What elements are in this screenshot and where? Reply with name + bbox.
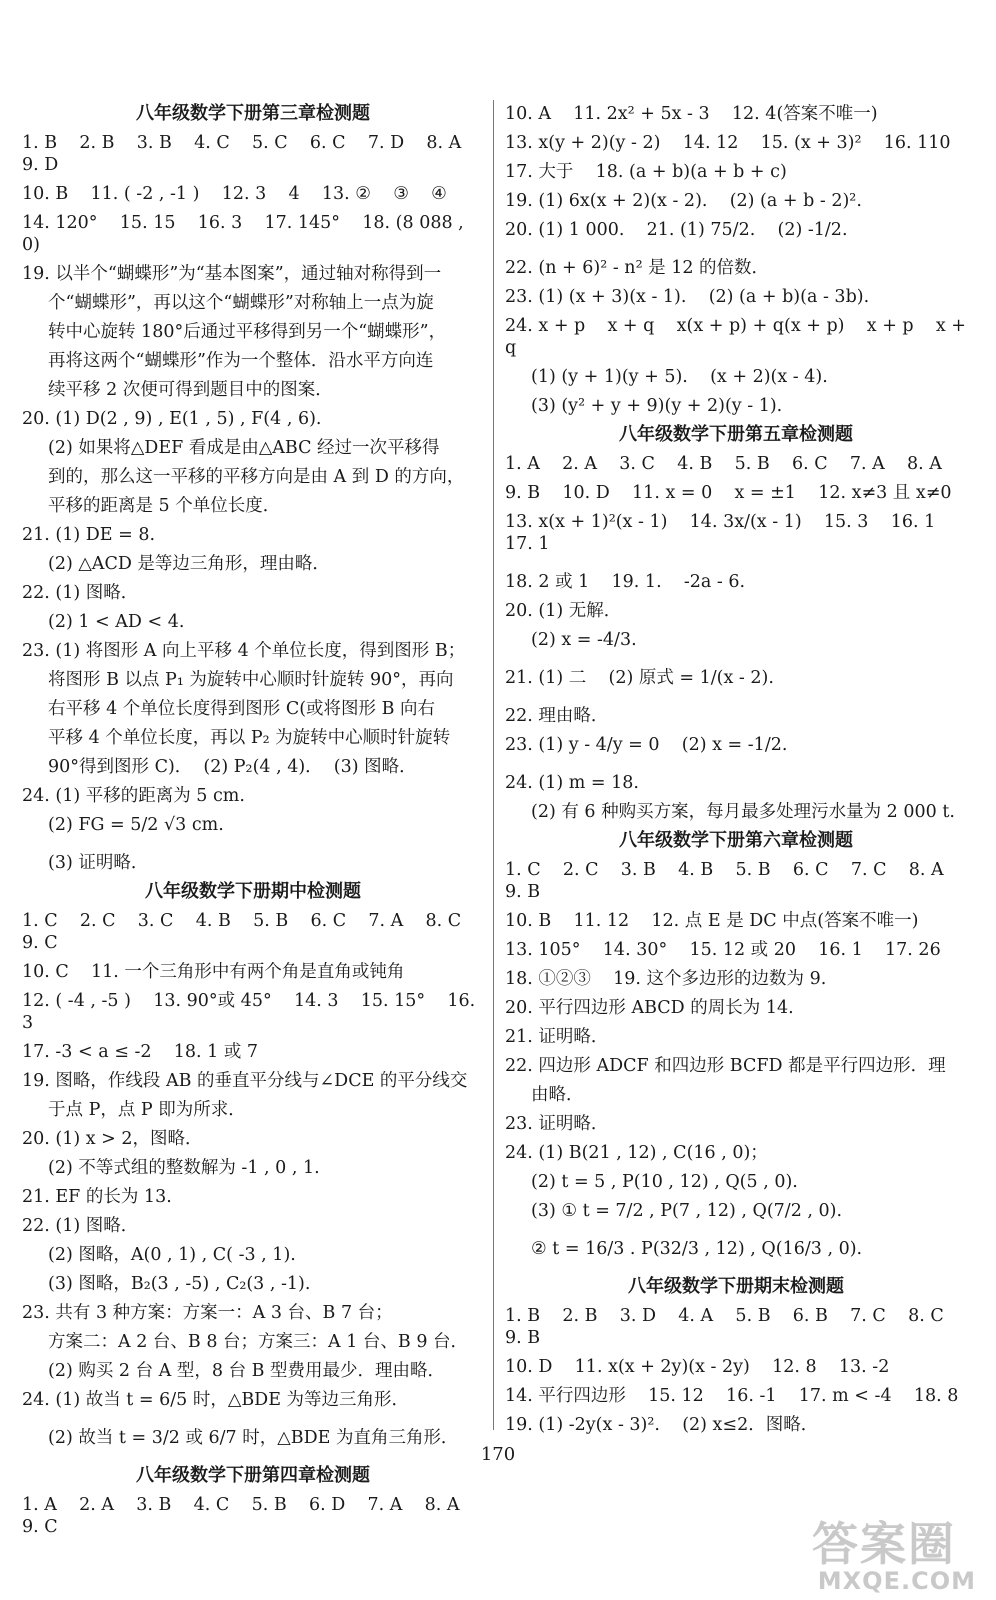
answer-line: 18. 2 或 1 19. 1. -2a - 6. [505, 572, 746, 592]
answer-line: 到的，那么这一平移的平移方向是由 A 到 D 的方向， [48, 467, 465, 487]
answer-line: 22. (n + 6)² - n² 是 12 的倍数． [505, 258, 770, 278]
answer-line: (2) 1 < AD < 4. [48, 612, 185, 632]
section-heading: 八年级数学下册期末检测题 [628, 1276, 844, 1297]
answer-line: 24. (1) 平移的距离为 5 cm. [22, 786, 245, 806]
answer-line: 23. (1) 将图形 A 向上平移 4 个单位长度，得到图形 B； [22, 641, 466, 661]
answer-line: 22. 理由略． [505, 706, 609, 726]
answer-line: 9. B 10. D 11. x = 0 x = ±1 12. x≠3 且 x≠0 [505, 483, 952, 503]
answer-line: 14. 平行四边形 15. 12 16. -1 17. m < -4 18. 8 [505, 1386, 959, 1406]
watermark-top: 答案圈 [812, 1517, 956, 1571]
answer-line: 平移 4 个单位长度，再以 P₂ 为旋转中心顺时针旋转 [48, 728, 451, 748]
section-heading: 八年级数学下册第三章检测题 [136, 103, 370, 124]
watermark-logo [812, 1517, 982, 1595]
answer-line: (3) 图略，B₂(3 , -5) , C₂(3 , -1). [48, 1274, 311, 1294]
answer-line: 10. A 11. 2x² + 5x - 3 12. 4(答案不唯一) [505, 104, 878, 124]
answer-line: 1. A 2. A 3. C 4. B 5. B 6. C 7. A 8. A [505, 454, 942, 474]
answer-line: 20. (1) D(2 , 9) , E(1 , 5) , F(4 , 6). [22, 409, 322, 429]
answer-line: 平移的距离是 5 个单位长度． [48, 496, 281, 516]
answer-line: (2) 不等式组的整数解为 -1 , 0 , 1. [48, 1158, 320, 1178]
answer-line: 13. 105° 14. 30° 15. 12 或 20 16. 1 17. 26 [505, 940, 941, 960]
answer-line: 17. 大于 18. (a + b)(a + b + c) [505, 162, 787, 182]
answer-line: ② t = 16/3 . P(32/3 , 12) , Q(16/3 , 0). [531, 1239, 863, 1259]
answer-line: (3) 证明略． [48, 853, 149, 873]
answer-line: 19. (1) -2y(x - 3)². (2) x≤2．图略． [505, 1415, 819, 1435]
answer-line: 19. 图略，作线段 AB 的垂直平分线与∠DCE 的平分线交 [22, 1071, 468, 1091]
answer-line: 于点 P，点 P 即为所求． [48, 1100, 246, 1120]
answer-line: (2) 购买 2 台 A 型，8 台 B 型费用最少．理由略． [48, 1361, 446, 1381]
answer-line: 24. (1) m = 18. [505, 773, 639, 793]
answer-line: 21. (1) DE = 8. [22, 525, 156, 545]
answer-line: (2) 图略，A(0 , 1) , C( -3 , 1). [48, 1245, 296, 1265]
answer-line: 21. 证明略． [505, 1027, 609, 1047]
answer-line: 1. B 2. B 3. B 4. C 5. C 6. C 7. D 8. A 9. D [22, 133, 484, 175]
answer-line: 右平移 4 个单位长度得到图形 C(或将图形 B 向右 [48, 699, 436, 719]
answer-line: 将图形 B 以点 P₁ 为旋转中心顺时针旋转 90°，再向 [48, 670, 454, 690]
answer-line: 23. (1) y - 4/y = 0 (2) x = -1/2. [505, 735, 788, 755]
answer-line: 10. B 11. 12 12. 点 E 是 DC 中点(答案不唯一) [505, 911, 919, 931]
answer-line: 再将这两个“蝴蝶形”作为一个整体．沿水平方向连 [48, 351, 434, 371]
answer-line: 12. ( -4 , -5 ) 13. 90°或 45° 14. 3 15. 15° 16. 3 [22, 991, 481, 1033]
answer-line: 转中心旋转 180°后通过平移得到另一个“蝴蝶形”， [48, 322, 447, 342]
answer-line: 17. -3 < a ≤ -2 18. 1 或 7 [22, 1042, 259, 1062]
answer-line: (2) FG = 5/2 √3 cm. [48, 815, 224, 835]
answer-line: 22. (1) 图略． [22, 1216, 139, 1236]
answer-line: 个“蝴蝶形”，再以这个“蝴蝶形”对称轴上一点为旋 [48, 293, 434, 313]
answer-line: 21. (1) 二 (2) 原式 = 1/(x - 2). [505, 668, 774, 688]
section-heading: 八年级数学下册第四章检测题 [136, 1465, 370, 1486]
answer-line: (2) 如果将△DEF 看成是由△ABC 经过一次平移得 [48, 438, 440, 458]
answer-line: (3) ① t = 7/2 , P(7 , 12) , Q(7/2 , 0). [531, 1201, 843, 1221]
answer-line: 1. A 2. A 3. B 4. C 5. B 6. D 7. A 8. A 9. C [22, 1495, 482, 1537]
answer-line: (2) △ACD 是等边三角形，理由略． [48, 554, 330, 574]
column-divider [493, 100, 494, 1430]
section-heading: 八年级数学下册第六章检测题 [619, 830, 853, 851]
answer-line: 方案二：A 2 台、B 8 台；方案三：A 1 台、B 9 台． [48, 1332, 469, 1352]
answer-line: 13. x(x + 1)²(x - 1) 14. 3x/(x - 1) 15. 3 16. 1 17. 1 [505, 512, 958, 554]
watermark-bottom: MXQE.COM [817, 1567, 976, 1595]
answer-line: 24. (1) B(21 , 12) , C(16 , 0)； [505, 1143, 768, 1163]
section-heading: 八年级数学下册期中检测题 [145, 881, 361, 902]
left-column [22, 103, 484, 1545]
answer-line: 20. (1) 无解． [505, 601, 622, 621]
answer-line: 23. 共有 3 种方案：方案一：A 3 台、B 7 台； [22, 1303, 393, 1323]
answer-line: 22. 四边形 ADCF 和四边形 BCFD 都是平行四边形．理 [505, 1056, 946, 1076]
answer-line: 10. B 11. ( -2 , -1 ) 12. 3 4 13. ② ③ ④ [22, 184, 447, 204]
answer-line: 1. B 2. B 3. D 4. A 5. B 6. B 7. C 8. C 9. B [505, 1306, 966, 1348]
answer-line: 23. 证明略． [505, 1114, 609, 1134]
answer-line: 22. (1) 图略． [22, 583, 139, 603]
answer-line: (2) 有 6 种购买方案，每月最多处理污水量为 2 000 t. [531, 802, 955, 822]
section-heading: 八年级数学下册第五章检测题 [619, 424, 853, 445]
answer-line: 24. (1) 故当 t = 6/5 时，△BDE 为等边三角形． [22, 1390, 410, 1410]
answer-line: 由略． [531, 1085, 584, 1105]
answer-line: 10. D 11. x(x + 2y)(x - 2y) 12. 8 13. -2 [505, 1357, 890, 1377]
answer-line: 1. C 2. C 3. B 4. B 5. B 6. C 7. C 8. A 9. B [505, 860, 966, 902]
answer-line: 90°得到图形 C)． (2) P₂(4 , 4)． (3) 图略． [48, 757, 417, 777]
answer-line: 24. x + p x + q x(x + p) + q(x + p) x + p x + q [505, 316, 972, 358]
answer-line: 13. x(y + 2)(y - 2) 14. 12 15. (x + 3)² 16. 110 [505, 133, 951, 153]
answer-line: 20. 平行四边形 ABCD 的周长为 14. [505, 998, 794, 1018]
answer-line: 20. (1) 1 000. 21. (1) 75/2. (2) -1/2. [505, 220, 848, 240]
answer-line: (2) x = -4/3. [531, 630, 637, 650]
answer-line: (2) 故当 t = 3/2 或 6/7 时，△BDE 为直角三角形． [48, 1428, 459, 1448]
answer-line: (2) t = 5 , P(10 , 12) , Q(5 , 0). [531, 1172, 798, 1192]
answer-line: 14. 120° 15. 15 16. 3 17. 145° 18. (8 088 , 0) [22, 213, 470, 255]
answer-line: (3) (y² + y + 9)(y + 2)(y - 1). [531, 396, 783, 416]
answer-line: 19. (1) 6x(x + 2)(x - 2). (2) (a + b - 2)². [505, 191, 862, 211]
answer-line: 1. C 2. C 3. C 4. B 5. B 6. C 7. A 8. C 9. C [22, 911, 484, 953]
answer-line: 20. (1) x > 2，图略． [22, 1129, 203, 1149]
page-number: 170 [480, 1444, 516, 1465]
answer-line: (1) (y + 1)(y + 5). (x + 2)(x - 4). [531, 367, 828, 387]
answer-line: 18. ①②③ 19. 这个多边形的边数为 9. [505, 969, 827, 989]
answer-line: 21. EF 的长为 13. [22, 1187, 172, 1207]
right-column [505, 103, 972, 1443]
answer-line: 续平移 2 次便可得到题目中的图案． [48, 380, 333, 400]
answer-line: 19. 以半个“蝴蝶形”为“基本图案”，通过轴对称得到一 [22, 264, 442, 284]
answer-line: 10. C 11. 一个三角形中有两个角是直角或钝角 [22, 962, 405, 982]
answer-line: 23. (1) (x + 3)(x - 1). (2) (a + b)(a - 3b). [505, 287, 870, 307]
